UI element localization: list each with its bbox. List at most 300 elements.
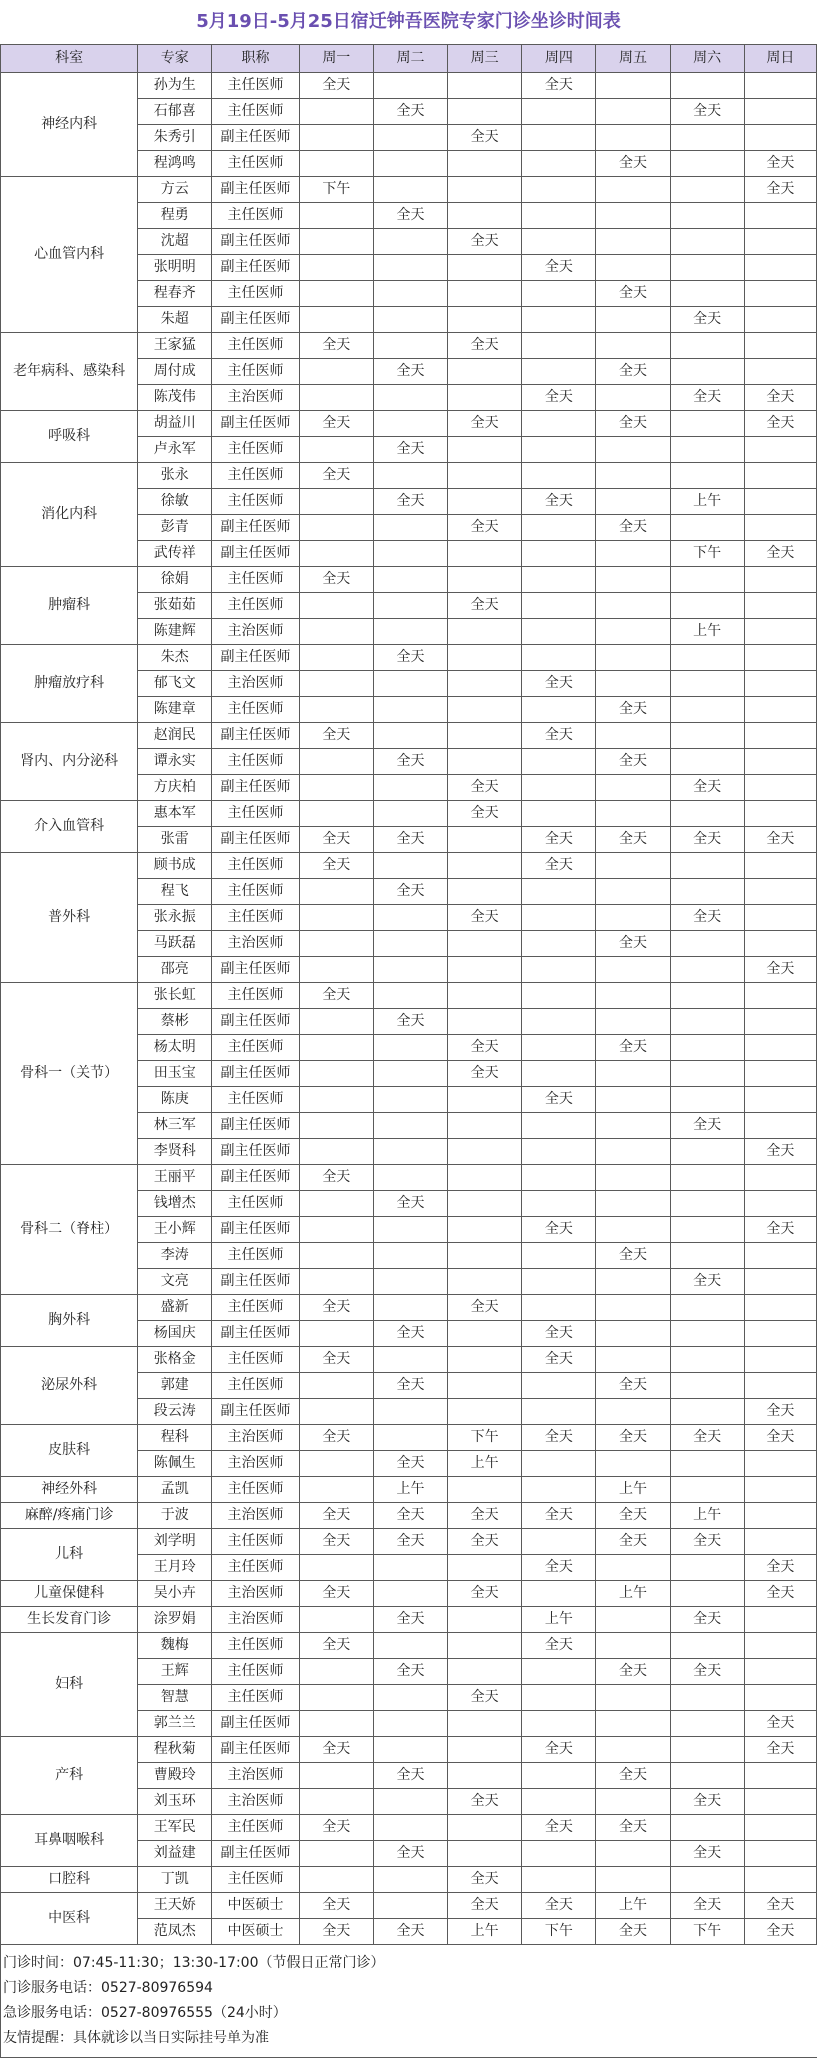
schedule-cell: 全天 <box>373 1607 447 1633</box>
table-row <box>1 1867 817 1893</box>
schedule-cell <box>299 1269 373 1295</box>
schedule-cell: 全天 <box>522 1321 596 1347</box>
doctor-title-cell: 主任医师 <box>212 905 299 931</box>
schedule-cell <box>596 1347 670 1373</box>
schedule-cell: 全天 <box>448 1685 522 1711</box>
schedule-cell: 全天 <box>373 203 447 229</box>
doctor-title-cell: 主任医师 <box>212 879 299 905</box>
schedule-cell <box>670 723 744 749</box>
schedule-cell <box>744 1087 816 1113</box>
schedule-cell: 全天 <box>670 827 744 853</box>
schedule-cell: 全天 <box>670 99 744 125</box>
schedule-cell: 全天 <box>744 541 816 567</box>
schedule-cell: 全天 <box>299 73 373 99</box>
schedule-cell: 全天 <box>299 411 373 437</box>
schedule-cell <box>448 1243 522 1269</box>
schedule-cell <box>596 775 670 801</box>
schedule-cell <box>670 203 744 229</box>
schedule-cell <box>744 1633 816 1659</box>
schedule-cell <box>670 1009 744 1035</box>
schedule-cell <box>373 255 447 281</box>
outpatient-phone-note: 门诊服务电话：0527-80976594 <box>3 1980 213 1996</box>
schedule-cell <box>373 515 447 541</box>
schedule-cell: 全天 <box>373 749 447 775</box>
doctor-name-cell: 郁飞文 <box>138 671 212 697</box>
schedule-cell: 全天 <box>299 567 373 593</box>
schedule-cell: 上午 <box>670 1503 744 1529</box>
schedule-cell <box>373 619 447 645</box>
table-row <box>1 1503 817 1529</box>
schedule-cell <box>596 1321 670 1347</box>
schedule-cell <box>448 99 522 125</box>
schedule-cell: 下午 <box>522 1919 596 1945</box>
schedule-cell <box>522 125 596 151</box>
schedule-cell <box>744 1867 816 1893</box>
schedule-cell: 全天 <box>596 1503 670 1529</box>
schedule-cell <box>448 567 522 593</box>
schedule-cell <box>448 489 522 515</box>
schedule-cell <box>670 151 744 177</box>
schedule-cell <box>744 333 816 359</box>
schedule-cell <box>373 177 447 203</box>
schedule-cell <box>596 255 670 281</box>
schedule-cell <box>522 983 596 1009</box>
schedule-cell: 全天 <box>744 1919 816 1945</box>
schedule-cell: 全天 <box>744 385 816 411</box>
schedule-cell <box>522 567 596 593</box>
schedule-cell: 全天 <box>448 801 522 827</box>
schedule-cell: 全天 <box>448 411 522 437</box>
schedule-cell <box>744 1789 816 1815</box>
schedule-cell <box>670 1399 744 1425</box>
schedule-cell: 全天 <box>522 1815 596 1841</box>
schedule-cell: 全天 <box>522 255 596 281</box>
schedule-cell: 全天 <box>744 957 816 983</box>
schedule-cell <box>299 1321 373 1347</box>
schedule-cell <box>373 723 447 749</box>
schedule-cell <box>522 1841 596 1867</box>
schedule-cell: 全天 <box>448 229 522 255</box>
doctor-name-cell: 陈建章 <box>138 697 212 723</box>
doctor-title-cell: 副主任医师 <box>212 125 299 151</box>
doctor-title-cell: 主任医师 <box>212 983 299 1009</box>
schedule-cell <box>522 645 596 671</box>
department-cell: 生长发育门诊 <box>1 1607 138 1633</box>
schedule-cell <box>744 1815 816 1841</box>
schedule-cell: 上午 <box>596 1893 670 1919</box>
schedule-cell <box>522 1529 596 1555</box>
schedule-cell <box>596 879 670 905</box>
schedule-cell <box>448 1217 522 1243</box>
schedule-cell <box>299 1477 373 1503</box>
schedule-cell <box>448 1191 522 1217</box>
schedule-cell <box>596 645 670 671</box>
schedule-cell <box>596 489 670 515</box>
schedule-cell <box>373 931 447 957</box>
doctor-name-cell: 陈茂伟 <box>138 385 212 411</box>
schedule-cell <box>448 1087 522 1113</box>
schedule-body <box>1 73 817 1945</box>
schedule-cell: 全天 <box>373 827 447 853</box>
schedule-cell <box>373 1139 447 1165</box>
schedule-cell <box>373 463 447 489</box>
doctor-name-cell: 刘玉环 <box>138 1789 212 1815</box>
schedule-cell: 全天 <box>448 125 522 151</box>
doctor-title-cell: 主治医师 <box>212 1763 299 1789</box>
doctor-name-cell: 徐敏 <box>138 489 212 515</box>
schedule-cell: 全天 <box>596 1815 670 1841</box>
schedule-cell <box>596 1087 670 1113</box>
schedule-cell <box>373 1711 447 1737</box>
schedule-cell <box>373 307 447 333</box>
doctor-title-cell: 中医硕士 <box>212 1893 299 1919</box>
doctor-title-cell: 副主任医师 <box>212 1269 299 1295</box>
schedule-cell <box>596 1737 670 1763</box>
schedule-cell: 全天 <box>596 1919 670 1945</box>
clinic-hours-note: 门诊时间：07:45-11:30；13:30-17:00（节假日正常门诊） <box>3 1955 385 1971</box>
schedule-cell <box>448 73 522 99</box>
doctor-name-cell: 吴小卉 <box>138 1581 212 1607</box>
schedule-cell <box>522 775 596 801</box>
schedule-cell: 全天 <box>373 489 447 515</box>
doctor-title-cell: 副主任医师 <box>212 1399 299 1425</box>
doctor-title-cell: 副主任医师 <box>212 177 299 203</box>
schedule-cell <box>373 671 447 697</box>
department-cell: 呼吸科 <box>1 411 138 463</box>
schedule-cell <box>522 879 596 905</box>
schedule-cell: 全天 <box>744 1139 816 1165</box>
table-row <box>1 983 817 1009</box>
doctor-title-cell: 主治医师 <box>212 619 299 645</box>
schedule-cell <box>670 1815 744 1841</box>
doctor-name-cell: 于波 <box>138 1503 212 1529</box>
doctor-title-cell: 主任医师 <box>212 437 299 463</box>
schedule-cell <box>670 853 744 879</box>
schedule-cell <box>448 749 522 775</box>
schedule-cell: 全天 <box>373 1009 447 1035</box>
schedule-cell <box>596 1113 670 1139</box>
schedule-cell <box>373 1113 447 1139</box>
department-cell: 肾内、内分泌科 <box>1 723 138 801</box>
doctor-title-cell: 副主任医师 <box>212 307 299 333</box>
schedule-cell <box>744 983 816 1009</box>
schedule-cell <box>299 1659 373 1685</box>
schedule-cell: 全天 <box>299 1165 373 1191</box>
schedule-cell <box>448 827 522 853</box>
header-cell: 周日 <box>744 45 816 73</box>
doctor-title-cell: 中医硕士 <box>212 1919 299 1945</box>
table-row <box>1 1581 817 1607</box>
schedule-cell: 全天 <box>448 775 522 801</box>
schedule-cell <box>670 1763 744 1789</box>
schedule-cell <box>670 1347 744 1373</box>
schedule-cell: 全天 <box>299 1581 373 1607</box>
doctor-title-cell: 主任医师 <box>212 567 299 593</box>
schedule-cell <box>596 671 670 697</box>
schedule-cell <box>299 619 373 645</box>
schedule-cell: 全天 <box>522 1737 596 1763</box>
schedule-cell: 全天 <box>670 1841 744 1867</box>
schedule-cell <box>744 1243 816 1269</box>
doctor-title-cell: 主任医师 <box>212 697 299 723</box>
schedule-cell <box>373 1867 447 1893</box>
doctor-name-cell: 赵润民 <box>138 723 212 749</box>
schedule-cell <box>373 775 447 801</box>
schedule-cell <box>670 645 744 671</box>
doctor-title-cell: 副主任医师 <box>212 1113 299 1139</box>
table-row <box>1 177 817 203</box>
schedule-cell <box>299 1555 373 1581</box>
department-cell: 胸外科 <box>1 1295 138 1347</box>
schedule-cell <box>522 177 596 203</box>
schedule-cell <box>670 177 744 203</box>
doctor-name-cell: 王小辉 <box>138 1217 212 1243</box>
doctor-title-cell: 主治医师 <box>212 1607 299 1633</box>
table-row <box>1 1165 817 1191</box>
schedule-cell: 全天 <box>744 177 816 203</box>
schedule-cell <box>299 749 373 775</box>
schedule-cell <box>448 151 522 177</box>
doctor-name-cell: 盛新 <box>138 1295 212 1321</box>
table-row <box>1 723 817 749</box>
schedule-cell: 全天 <box>596 1659 670 1685</box>
schedule-cell <box>596 905 670 931</box>
schedule-cell <box>522 203 596 229</box>
schedule-cell: 全天 <box>744 1711 816 1737</box>
table-row <box>1 73 817 99</box>
schedule-cell <box>522 1139 596 1165</box>
schedule-cell <box>596 593 670 619</box>
schedule-cell <box>670 1685 744 1711</box>
schedule-cell <box>448 1477 522 1503</box>
doctor-title-cell: 主任医师 <box>212 333 299 359</box>
doctor-name-cell: 王辉 <box>138 1659 212 1685</box>
header-cell: 专家 <box>138 45 212 73</box>
schedule-cell <box>596 983 670 1009</box>
doctor-title-cell: 主任医师 <box>212 1685 299 1711</box>
schedule-cell <box>744 567 816 593</box>
department-cell: 麻醉/疼痛门诊 <box>1 1503 138 1529</box>
schedule-cell <box>522 931 596 957</box>
schedule-cell <box>596 1555 670 1581</box>
schedule-cell: 全天 <box>670 307 744 333</box>
schedule-cell <box>670 1321 744 1347</box>
schedule-cell <box>522 1659 596 1685</box>
doctor-name-cell: 曹殿玲 <box>138 1763 212 1789</box>
schedule-cell <box>448 1633 522 1659</box>
schedule-cell: 全天 <box>744 411 816 437</box>
schedule-cell: 全天 <box>448 333 522 359</box>
schedule-cell <box>448 1815 522 1841</box>
department-cell: 中医科 <box>1 1893 138 1945</box>
schedule-cell <box>744 1841 816 1867</box>
schedule-cell <box>744 255 816 281</box>
schedule-cell <box>670 1191 744 1217</box>
doctor-name-cell: 邵亮 <box>138 957 212 983</box>
schedule-cell: 全天 <box>596 359 670 385</box>
schedule-cell <box>596 1711 670 1737</box>
schedule-cell <box>670 1087 744 1113</box>
schedule-cell <box>744 1113 816 1139</box>
doctor-name-cell: 张长虹 <box>138 983 212 1009</box>
schedule-cell <box>744 1035 816 1061</box>
doctor-name-cell: 朱秀引 <box>138 125 212 151</box>
schedule-cell: 全天 <box>744 1555 816 1581</box>
department-cell: 消化内科 <box>1 463 138 567</box>
schedule-cell <box>670 333 744 359</box>
table-row <box>1 645 817 671</box>
header-cell: 周四 <box>522 45 596 73</box>
schedule-cell <box>522 1867 596 1893</box>
schedule-cell <box>744 619 816 645</box>
schedule-cell <box>596 1399 670 1425</box>
doctor-title-cell: 主任医师 <box>212 1295 299 1321</box>
schedule-cell: 全天 <box>299 1529 373 1555</box>
department-cell: 皮肤科 <box>1 1425 138 1477</box>
schedule-cell: 上午 <box>596 1581 670 1607</box>
schedule-cell <box>744 1477 816 1503</box>
schedule-cell: 全天 <box>744 1217 816 1243</box>
schedule-cell <box>373 151 447 177</box>
doctor-name-cell: 胡益川 <box>138 411 212 437</box>
schedule-cell: 全天 <box>448 1061 522 1087</box>
schedule-cell: 全天 <box>299 1503 373 1529</box>
schedule-cell <box>299 229 373 255</box>
schedule-cell <box>299 957 373 983</box>
schedule-cell <box>373 385 447 411</box>
doctor-title-cell: 主任医师 <box>212 1035 299 1061</box>
schedule-cell: 全天 <box>448 1581 522 1607</box>
schedule-cell: 全天 <box>373 437 447 463</box>
schedule-cell <box>670 1165 744 1191</box>
schedule-cell <box>299 255 373 281</box>
schedule-cell <box>596 307 670 333</box>
schedule-cell: 下午 <box>299 177 373 203</box>
schedule-cell <box>299 697 373 723</box>
schedule-cell <box>670 879 744 905</box>
schedule-cell <box>670 515 744 541</box>
table-row <box>1 411 817 437</box>
schedule-cell <box>522 1711 596 1737</box>
schedule-cell: 全天 <box>596 827 670 853</box>
doctor-name-cell: 张明明 <box>138 255 212 281</box>
doctor-title-cell: 主任医师 <box>212 1373 299 1399</box>
schedule-cell <box>522 619 596 645</box>
schedule-cell <box>373 541 447 567</box>
schedule-cell <box>522 1295 596 1321</box>
schedule-cell <box>596 1607 670 1633</box>
schedule-cell <box>744 879 816 905</box>
doctor-title-cell: 副主任医师 <box>212 411 299 437</box>
schedule-cell: 全天 <box>373 1529 447 1555</box>
schedule-cell <box>670 1477 744 1503</box>
schedule-cell <box>299 385 373 411</box>
doctor-name-cell: 王天娇 <box>138 1893 212 1919</box>
schedule-cell <box>596 1633 670 1659</box>
header-cell: 职称 <box>212 45 299 73</box>
doctor-title-cell: 主治医师 <box>212 385 299 411</box>
schedule-cell <box>522 151 596 177</box>
schedule-cell: 全天 <box>596 1529 670 1555</box>
schedule-cell <box>744 723 816 749</box>
schedule-cell <box>299 1139 373 1165</box>
schedule-cell <box>596 1451 670 1477</box>
schedule-cell: 全天 <box>596 1243 670 1269</box>
schedule-cell <box>670 411 744 437</box>
schedule-cell <box>299 99 373 125</box>
doctor-name-cell: 周付成 <box>138 359 212 385</box>
schedule-cell <box>448 541 522 567</box>
schedule-cell <box>448 983 522 1009</box>
doctor-name-cell: 杨太明 <box>138 1035 212 1061</box>
doctor-title-cell: 主任医师 <box>212 1867 299 1893</box>
doctor-title-cell: 副主任医师 <box>212 775 299 801</box>
schedule-cell <box>522 1269 596 1295</box>
schedule-cell <box>670 1373 744 1399</box>
schedule-cell <box>744 229 816 255</box>
doctor-name-cell: 范凤杰 <box>138 1919 212 1945</box>
schedule-cell <box>744 73 816 99</box>
doctor-name-cell: 彭青 <box>138 515 212 541</box>
schedule-cell: 全天 <box>670 1269 744 1295</box>
department-cell: 泌尿外科 <box>1 1347 138 1425</box>
doctor-title-cell: 主任医师 <box>212 359 299 385</box>
schedule-cell: 全天 <box>448 905 522 931</box>
schedule-cell <box>448 359 522 385</box>
schedule-cell <box>596 1789 670 1815</box>
schedule-cell <box>448 1009 522 1035</box>
schedule-cell <box>448 307 522 333</box>
schedule-cell <box>299 1087 373 1113</box>
schedule-cell: 全天 <box>670 385 744 411</box>
schedule-cell <box>299 775 373 801</box>
schedule-cell <box>596 1841 670 1867</box>
schedule-cell <box>522 463 596 489</box>
schedule-cell <box>522 1061 596 1087</box>
schedule-cell: 全天 <box>596 1763 670 1789</box>
schedule-cell: 全天 <box>522 1425 596 1451</box>
schedule-cell <box>373 1685 447 1711</box>
table-row <box>1 853 817 879</box>
doctor-title-cell: 主任医师 <box>212 1347 299 1373</box>
schedule-cell <box>744 515 816 541</box>
schedule-cell <box>670 749 744 775</box>
schedule-cell: 全天 <box>299 983 373 1009</box>
schedule-cell <box>299 307 373 333</box>
table-row <box>1 1425 817 1451</box>
schedule-cell <box>596 385 670 411</box>
doctor-title-cell: 副主任医师 <box>212 1139 299 1165</box>
doctor-name-cell: 陈佩生 <box>138 1451 212 1477</box>
doctor-title-cell: 副主任医师 <box>212 723 299 749</box>
schedule-cell <box>744 775 816 801</box>
schedule-cell <box>670 801 744 827</box>
schedule-cell: 全天 <box>670 1607 744 1633</box>
schedule-cell <box>448 1269 522 1295</box>
doctor-title-cell: 副主任医师 <box>212 1321 299 1347</box>
schedule-cell <box>744 1451 816 1477</box>
schedule-cell: 全天 <box>299 827 373 853</box>
schedule-cell <box>373 1425 447 1451</box>
doctor-title-cell: 副主任医师 <box>212 1165 299 1191</box>
schedule-cell: 全天 <box>373 879 447 905</box>
schedule-cell <box>299 1711 373 1737</box>
schedule-cell <box>522 515 596 541</box>
doctor-title-cell: 副主任医师 <box>212 957 299 983</box>
schedule-cell: 全天 <box>522 1633 596 1659</box>
schedule-cell <box>670 73 744 99</box>
schedule-cell <box>670 957 744 983</box>
